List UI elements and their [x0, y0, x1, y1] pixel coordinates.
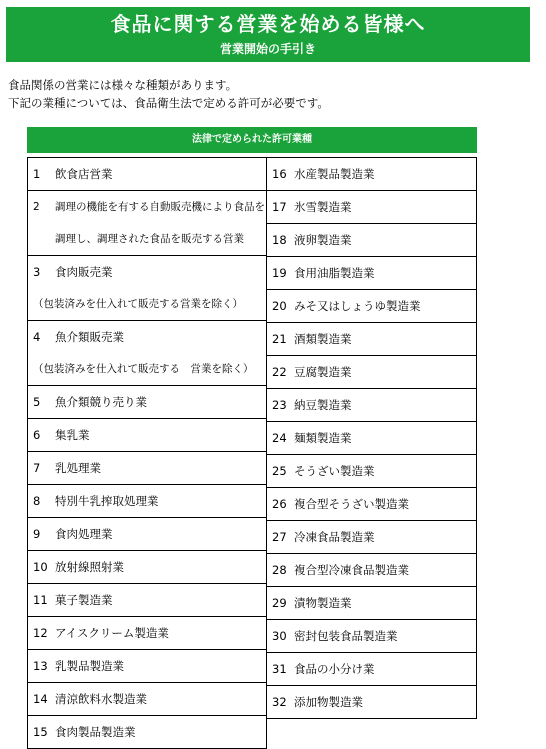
business-type-number: 14 — [33, 692, 48, 706]
business-type-label: 納豆製造業 — [294, 398, 352, 412]
business-type-line — [267, 653, 476, 685]
business-type-line — [267, 422, 476, 454]
business-type-number: 7 — [33, 461, 41, 475]
business-type-label: 魚介類競り売り業 — [55, 395, 147, 409]
business-type-cell — [267, 521, 476, 554]
business-type-label: アイスクリーム製造業 — [55, 626, 169, 640]
business-type-label: 清涼飲料水製造業 — [55, 692, 147, 706]
business-type-cell — [267, 686, 476, 719]
business-type-label: 食肉処理業 — [55, 527, 113, 541]
business-type-number: 4 — [33, 330, 41, 344]
business-type-label: みそ又はしょうゆ製造業 — [294, 299, 421, 313]
business-type-cell — [28, 716, 266, 749]
business-type-number: 27 — [272, 530, 287, 544]
business-type-cell — [28, 551, 266, 584]
business-type-cell — [267, 257, 476, 290]
business-type-line — [28, 419, 266, 451]
business-type-cell — [267, 422, 476, 455]
business-type-line — [267, 488, 476, 520]
business-type-label: 冷凍食品製造業 — [294, 530, 375, 544]
intro-line-2: 下記の業種については、食品衛生法で定める許可が必要です。 — [8, 96, 329, 110]
business-type-label: 乳処理業 — [55, 461, 101, 475]
business-type-line — [28, 617, 266, 649]
business-type-line — [28, 321, 266, 353]
business-type-line — [28, 716, 266, 748]
business-type-number: 12 — [33, 626, 48, 640]
business-type-number: 22 — [272, 365, 287, 379]
business-type-number: 5 — [33, 395, 41, 409]
business-type-cell — [267, 191, 476, 224]
business-type-number: 1 — [33, 167, 41, 181]
business-type-cell — [267, 224, 476, 257]
business-type-number: 31 — [272, 662, 287, 676]
business-type-number: 28 — [272, 563, 287, 577]
business-type-cell — [267, 158, 476, 191]
business-type-number: 15 — [33, 725, 48, 739]
business-type-cell — [28, 256, 266, 321]
business-type-cell — [28, 518, 266, 551]
business-type-label: 水産製品製造業 — [294, 167, 375, 181]
business-type-number: 17 — [272, 200, 287, 214]
header-banner — [6, 7, 530, 62]
business-type-number: 11 — [33, 593, 48, 607]
business-type-cell — [28, 386, 266, 419]
business-type-line — [267, 587, 476, 619]
business-type-note: （包装済みを仕入れて販売する営業を除く） — [33, 298, 243, 310]
business-type-label: 飲食店営業 — [55, 167, 113, 181]
business-type-cell — [267, 587, 476, 620]
business-type-number: 30 — [272, 629, 287, 643]
business-type-number: 25 — [272, 464, 287, 478]
business-type-label: 密封包装食品製造業 — [294, 629, 398, 643]
business-list-left — [27, 157, 267, 749]
business-type-number: 21 — [272, 332, 287, 346]
business-type-label: 食肉製品製造業 — [55, 725, 136, 739]
business-type-label: 食肉販売業 — [55, 265, 113, 279]
business-type-label: 複合型そうざい製造業 — [294, 497, 409, 511]
business-type-label: 食品の小分け業 — [294, 662, 375, 676]
business-type-line — [28, 683, 266, 715]
business-type-label: 集乳業 — [55, 428, 90, 442]
business-type-cell — [28, 683, 266, 716]
business-type-cell — [267, 620, 476, 653]
business-type-line — [267, 620, 476, 652]
business-type-number: 9 — [33, 527, 41, 541]
business-type-cell — [267, 455, 476, 488]
business-type-line — [267, 224, 476, 256]
business-type-line — [267, 389, 476, 421]
business-type-line — [267, 686, 476, 718]
business-type-cell — [28, 617, 266, 650]
business-type-number: 20 — [272, 299, 287, 313]
business-type-label: 複合型冷凍食品製造業 — [294, 563, 409, 577]
intro-text — [8, 76, 528, 112]
business-type-cell — [267, 290, 476, 323]
business-type-label: 麺類製造業 — [294, 431, 352, 445]
business-list-right — [266, 157, 477, 719]
business-type-line — [28, 386, 266, 418]
business-type-cell — [28, 191, 266, 256]
intro-line-1: 食品関係の営業には様々な種類があります。 — [8, 78, 238, 92]
business-type-line — [28, 158, 266, 190]
business-type-label: 放射線照射業 — [55, 560, 124, 574]
business-type-number: 23 — [272, 398, 287, 412]
business-type-cell — [267, 356, 476, 389]
business-type-number: 32 — [272, 695, 287, 709]
business-type-line — [267, 521, 476, 553]
business-type-number: 19 — [272, 266, 287, 280]
business-type-line — [28, 452, 266, 484]
business-type-line — [267, 323, 476, 355]
business-type-line — [267, 257, 476, 289]
business-type-label: 酒類製造業 — [294, 332, 352, 346]
business-type-line — [267, 158, 476, 190]
business-type-number: 24 — [272, 431, 287, 445]
business-type-note: （包装済みを仕入れて販売する 営業を除く） — [33, 363, 254, 375]
business-type-cell — [28, 452, 266, 485]
business-type-line — [28, 551, 266, 583]
business-type-label: そうざい製造業 — [294, 464, 375, 478]
business-type-label: 氷雪製造業 — [294, 200, 352, 214]
business-type-number: 26 — [272, 497, 287, 511]
business-type-cell — [28, 584, 266, 617]
business-type-line — [267, 191, 476, 223]
business-type-cell — [267, 323, 476, 356]
business-type-line — [267, 290, 476, 322]
business-type-cell — [267, 554, 476, 587]
business-type-label: 豆腐製造業 — [294, 365, 352, 379]
business-type-cell — [28, 158, 266, 191]
business-type-cell — [28, 650, 266, 683]
business-type-line — [267, 356, 476, 388]
business-type-number: 16 — [272, 167, 287, 181]
business-type-label: 魚介類販売業 — [55, 330, 124, 344]
table-heading: 法律で定められた許可業種 — [27, 127, 477, 153]
business-type-cell — [28, 485, 266, 518]
business-type-cell — [267, 653, 476, 686]
business-type-number: 18 — [272, 233, 287, 247]
business-type-label: 調理の機能を有する自動販売機により食品を — [55, 201, 265, 213]
business-type-number: 6 — [33, 428, 41, 442]
business-type-number: 29 — [272, 596, 287, 610]
business-type-line — [28, 485, 266, 517]
business-type-line — [28, 191, 266, 223]
business-type-label: 菓子製造業 — [55, 593, 113, 607]
page-subtitle: 営業開始の手引き — [219, 42, 316, 56]
business-type-label: 液卵製造業 — [294, 233, 352, 247]
business-type-cell — [28, 321, 266, 386]
business-type-label: 添加物製造業 — [294, 695, 363, 709]
business-type-line — [28, 518, 266, 550]
business-type-cell — [28, 419, 266, 452]
business-type-cell — [267, 488, 476, 521]
business-type-label: 乳製品製造業 — [55, 659, 124, 673]
business-type-line — [267, 455, 476, 487]
business-type-line — [28, 650, 266, 682]
business-type-cell — [267, 389, 476, 422]
business-type-label-continued: 調理し、調理された食品を販売する営業 — [55, 233, 244, 245]
business-type-line — [28, 256, 266, 288]
business-type-number: 3 — [33, 265, 41, 279]
business-type-number: 8 — [33, 494, 41, 508]
business-type-line — [28, 584, 266, 616]
page-title: 食品に関する営業を始める皆様へ — [110, 12, 426, 36]
business-type-label: 特別牛乳搾取処理業 — [55, 494, 159, 508]
business-type-label: 食用油脂製造業 — [294, 266, 375, 280]
business-type-number: 2 — [33, 201, 40, 213]
business-type-number: 10 — [33, 560, 48, 574]
business-type-number: 13 — [33, 659, 48, 673]
business-type-label: 漬物製造業 — [294, 596, 352, 610]
business-type-line — [267, 554, 476, 586]
